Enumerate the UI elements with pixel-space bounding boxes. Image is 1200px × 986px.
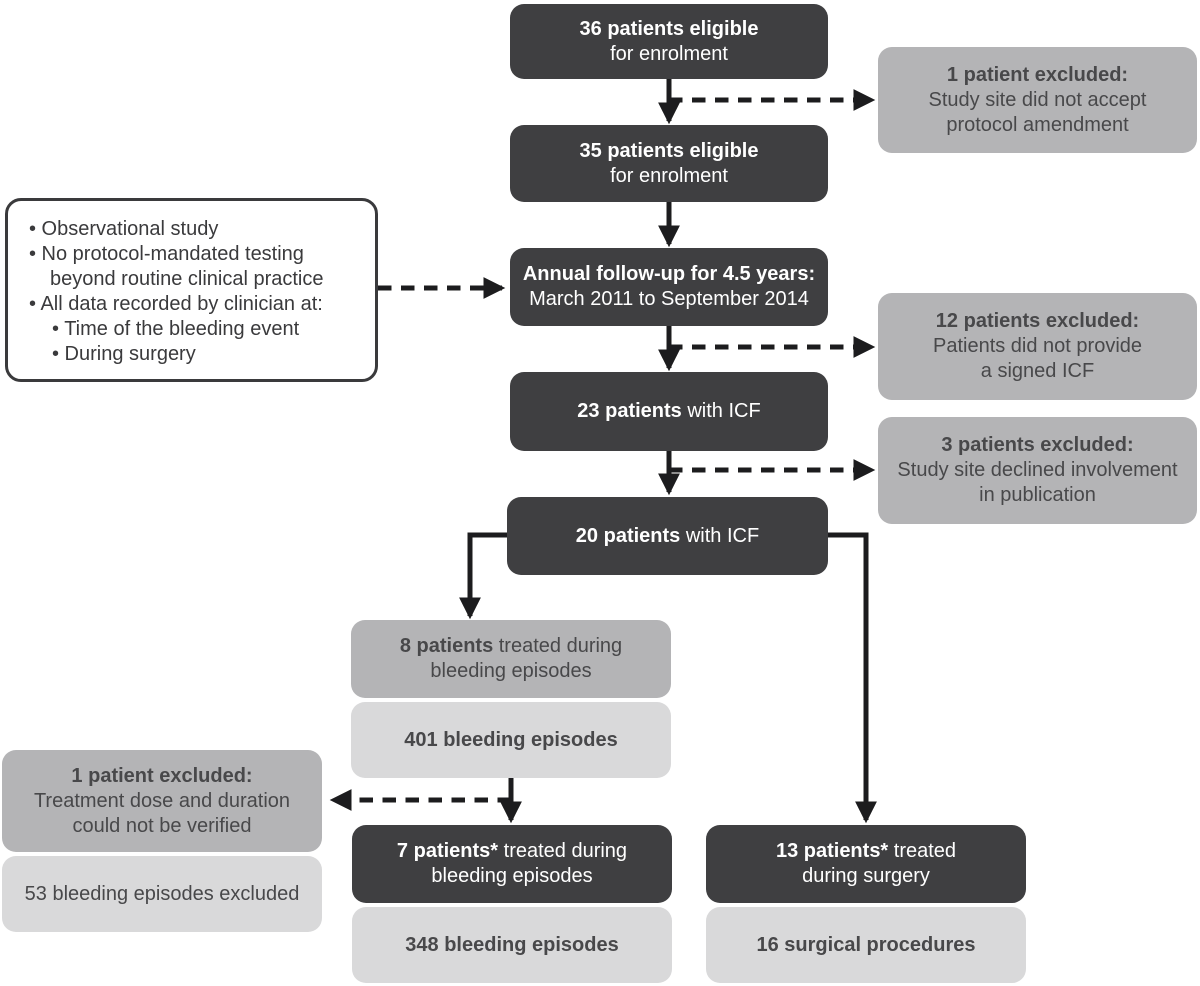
box-text-line: 401 bleeding episodes (404, 728, 618, 751)
box-text-line: 53 bleeding episodes excluded (24, 882, 300, 905)
box-text-line: protocol amendment (946, 113, 1129, 136)
arrow-20-to-13 (827, 535, 866, 820)
box-13-treated-surgery (706, 825, 1026, 903)
info-line: • Observational study (29, 218, 219, 240)
box-text-line: 35 patients eligible (579, 139, 759, 162)
box-8-treated-bleeding (351, 620, 671, 698)
box-text-line: March 2011 to September 2014 (529, 288, 809, 310)
box-text-line: 36 patients eligible (579, 17, 759, 40)
box-excluded-dose-unverified (2, 750, 322, 852)
box-text-line: 1 patient excluded: (71, 764, 253, 787)
box-text-line: for enrolment (610, 164, 728, 187)
info-line: • All data recorded by clinician at: (29, 293, 323, 315)
box-53-episodes-excluded (2, 856, 322, 932)
box-annual-followup (510, 248, 828, 326)
box-text-line: bleeding episodes (431, 865, 593, 887)
box-text-line: during surgery (802, 865, 930, 887)
box-7-treated-bleeding (352, 825, 672, 903)
box-23-with-icf (510, 372, 828, 451)
box-16-surgical-procedures (706, 907, 1026, 983)
box-text-line: for enrolment (610, 42, 728, 65)
box-text-line: Study site did not accept (928, 88, 1147, 111)
box-text-line: a signed ICF (980, 360, 1095, 382)
box-text-line: 8 patients treated during (399, 635, 623, 657)
box-text-line: Study site declined involvement (897, 459, 1178, 481)
box-text-line: 3 patients excluded: (941, 434, 1134, 456)
box-348-bleeding-episodes (352, 907, 672, 983)
box-text-line: 20 patients with ICF (575, 524, 760, 547)
box-excluded-protocol-amendment (878, 47, 1197, 153)
box-text-line: Annual follow-up for 4.5 years: (522, 263, 816, 285)
box-text-line: 348 bleeding episodes (405, 933, 619, 956)
box-401-bleeding-episodes (351, 702, 671, 778)
box-35-eligible (510, 125, 828, 202)
info-line: • Time of the bleeding event (52, 318, 300, 340)
box-text-line: 7 patients* treated during (396, 840, 628, 862)
box-text-line: 23 patients with ICF (577, 400, 761, 422)
box-text-line: Treatment dose and duration (33, 789, 291, 812)
box-text-line: 13 patients* treated (775, 840, 957, 862)
box-text-line: 12 patients excluded: (935, 310, 1140, 332)
box-text-line: bleeding episodes (430, 660, 592, 682)
box-text-line: 1 patient excluded: (946, 63, 1129, 86)
box-excluded-publication (878, 417, 1197, 524)
box-20-with-icf (507, 497, 828, 575)
box-excluded-no-icf (878, 293, 1197, 400)
info-study-notes (5, 198, 378, 382)
box-text-line: Patients did not provide (932, 335, 1143, 357)
box-text-line: could not be verified (72, 814, 252, 837)
info-line: • No protocol-mandated testing (29, 243, 304, 265)
box-text-line: 16 surgical procedures (756, 933, 976, 956)
box-36-eligible (510, 4, 828, 79)
arrow-20-to-8 (470, 535, 508, 616)
info-line: • During surgery (52, 343, 196, 365)
info-line: beyond routine clinical practice (50, 268, 324, 290)
box-text-line: in publication (979, 484, 1096, 506)
